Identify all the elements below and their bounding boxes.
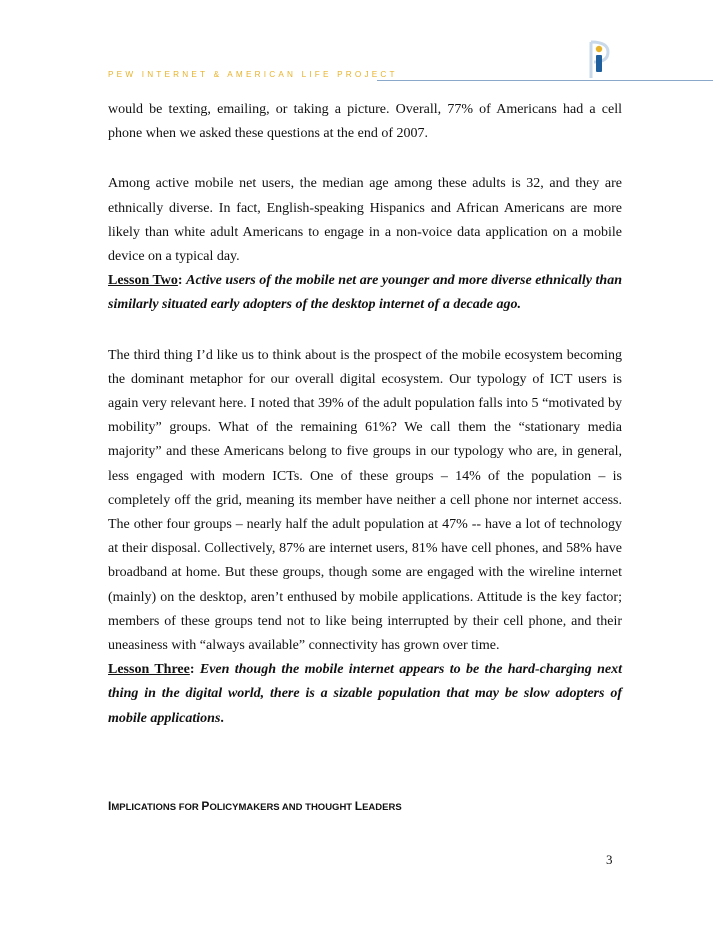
lesson-statement: Even though the mobile internet appears to be the hard-charging next thing in the digital world, there is a sizable population that may be slow adopters of mobile applications xyxy=(108,662,622,726)
pew-logo-icon xyxy=(582,40,612,80)
lesson-label: Lesson Three xyxy=(108,662,190,678)
page-header xyxy=(108,64,608,84)
lesson-statement: Active users of the mobile net are younger and more diverse ethnically than similarly situated early adopters of the desktop internet of a decade ago. xyxy=(108,273,622,313)
section-heading: IMPLICATIONS FOR POLICYMAKERS AND THOUGHT LEADERS xyxy=(108,799,402,813)
org-name: PEW INTERNET & AMERICAN LIFE PROJECT xyxy=(108,70,398,79)
header-rule xyxy=(377,80,713,81)
lesson-label: Lesson Two xyxy=(108,273,178,289)
page-number: 3 xyxy=(606,852,613,867)
paragraph: Among active mobile net users, the median age among these adults is 32, and they are ethnically diverse. In fact, English-speaking Hispanics and African Americans are more likely than white adult Americans to engage in a non-voice data application on a mobile device on a typical day. xyxy=(108,176,622,265)
paragraph: The third thing I’d like us to think about is the prospect of the mobile ecosystem becoming the dominant metaphor for our overall digital ecosystem. Our typology of ICT users is again very relevant here. I noted that 39% of the adult population falls into 5 “motivated by mobility” groups. What of the remaining 61%? We call them the “stationary media majority” and these Americans belong to five groups in our typology who are, in general, less engaged with modern ICTs. One of these groups – 14% of the population – is completely off the grid, meaning its member have neither a cell phone nor internet access. The other four groups – nearly half the adult population at 47% -- have a lot of technology at their disposal. Collectively, 87% are internet users, 81% have cell phones, and 58% have broadband at home. But these groups, though some are engaged with the wireline internet (mainly) on the desktop, aren’t enthused by mobile applications. Attitude is the key factor; members of these groups tend not to like being interrupted by their cell phone, and their uneasiness with “always available” connectivity has grown over time. xyxy=(108,347,622,654)
lesson-three: Lesson Three: Even though the mobile internet appears to be the hard-charging next thing in the digital world, there is a sizable population that may be slow adopters of mobile applications. xyxy=(108,662,622,726)
paragraph: would be texting, emailing, or taking a picture. Overall, 77% of Americans had a cell phone when we asked these questions at the end of 2007. xyxy=(108,102,622,142)
body-text xyxy=(108,98,622,731)
lesson-two: Lesson Two: Active users of the mobile net are younger and more diverse ethnically than similarly situated early adopters of the desktop internet of a decade ago. xyxy=(108,273,622,313)
